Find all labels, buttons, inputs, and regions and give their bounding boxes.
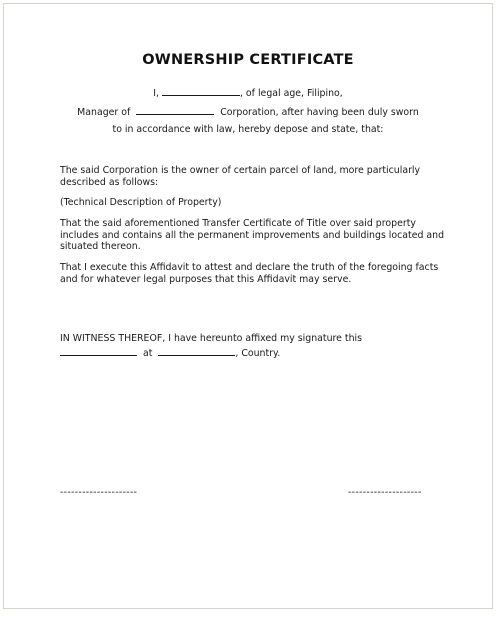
intro-line-2-suffix: Corporation, after having been duly sworn <box>220 107 419 118</box>
date-blank[interactable] <box>60 346 137 356</box>
intro-line-2-prefix: Manager of <box>77 107 131 118</box>
intro-line-3: to in accordance with law, hereby depose and state, that: <box>112 124 384 135</box>
witness-line-2 <box>60 346 280 360</box>
document-title: OWNERSHIP CERTIFICATE <box>142 52 354 68</box>
place-blank[interactable] <box>158 346 235 356</box>
signature-line-left[interactable]: --------------------- <box>60 487 138 498</box>
witness-country-suffix: , Country. <box>235 348 281 359</box>
witness-at-label: at <box>142 348 153 359</box>
intro-line-1-suffix: , of legal age, Filipino, <box>239 88 343 99</box>
paragraph-title-improvements: That the said aforementioned Transfer Certificate of Title over said property includes and contains all the permanent improvements and buildings located and situated thereon. <box>60 218 445 252</box>
witness-line-1: IN WITNESS THEREOF, I have hereunto affixed my signature this <box>60 333 363 344</box>
paragraph-technical-description: (Technical Description of Property) <box>60 197 222 208</box>
intro-line-2 <box>0 105 496 119</box>
corporation-blank[interactable] <box>136 105 214 115</box>
signature-line-right[interactable]: -------------------- <box>348 487 422 498</box>
paragraph-ownership: The said Corporation is the owner of certain parcel of land, more particularly described as follows: <box>60 165 421 188</box>
intro-line-1 <box>0 86 496 100</box>
paragraph-affidavit-purpose: That I execute this Affidavit to attest and declare the truth of the foregoing facts and for whatever legal purposes that this Affidavit may serve. <box>60 262 439 285</box>
name-blank[interactable] <box>162 86 240 96</box>
intro-line-1-prefix: I, <box>153 88 159 99</box>
